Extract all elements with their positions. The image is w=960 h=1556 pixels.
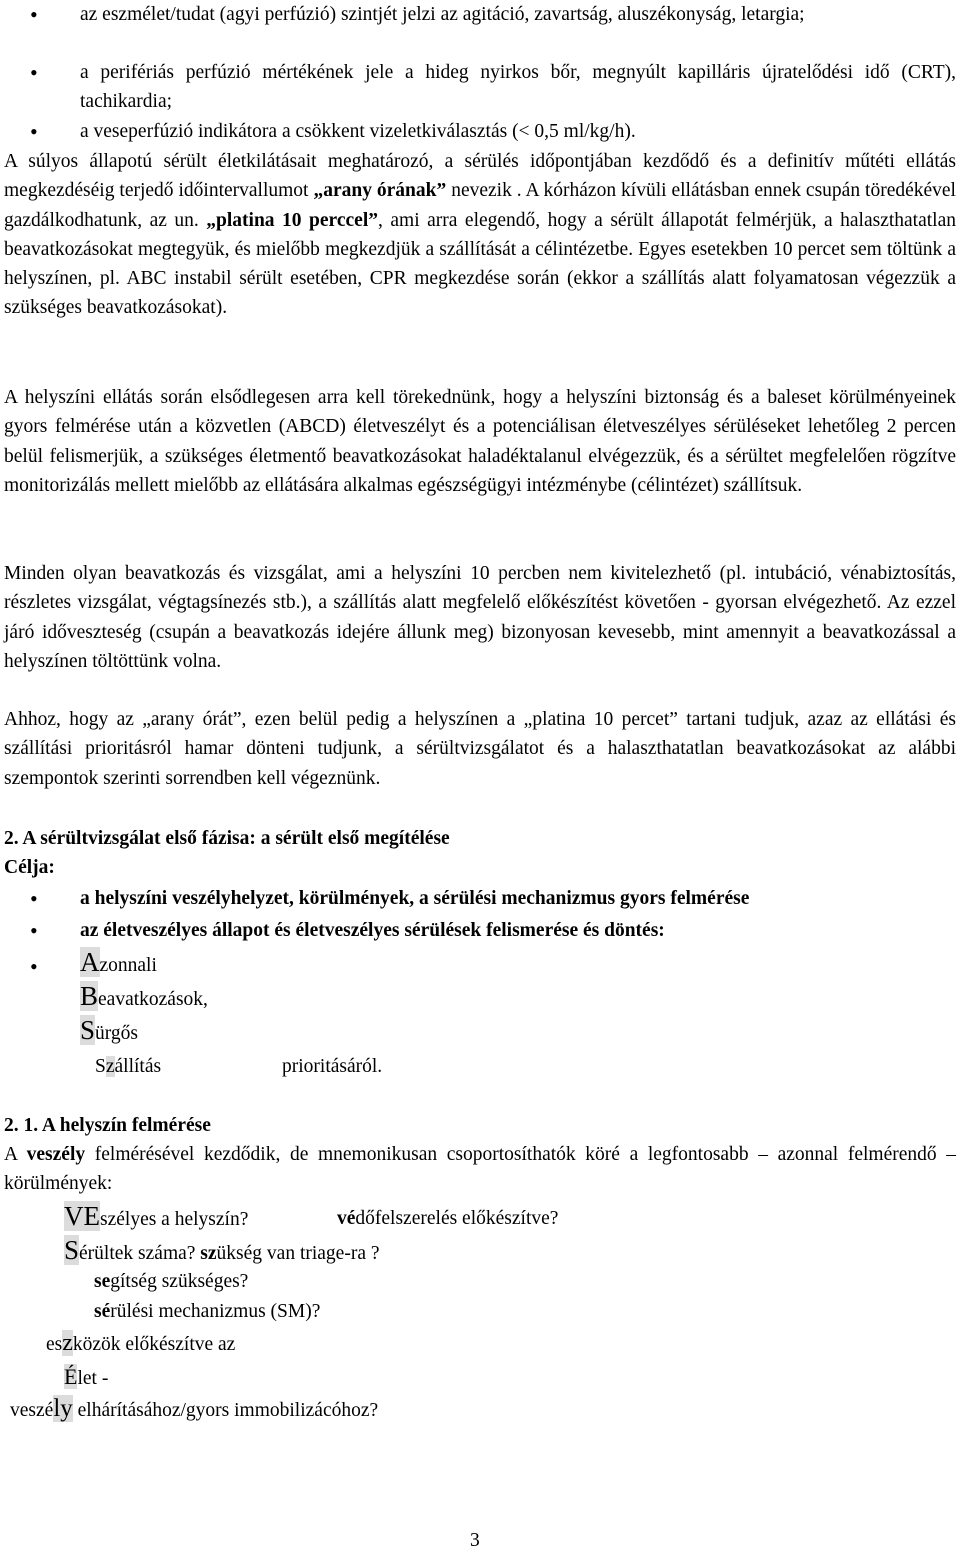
bullet-marker <box>30 920 38 943</box>
mnemonic-line-s <box>64 1236 380 1268</box>
mnemonic-letter: A <box>80 947 100 977</box>
abcs-tail: prioritásáról. <box>282 1056 383 1077</box>
mnemonic-line-ve <box>64 1202 248 1234</box>
mnemonic-bold: se <box>94 1271 111 1292</box>
mnemonic-line-ly <box>10 1394 378 1425</box>
mnemonic-letter: VE <box>64 1201 100 1231</box>
mnemonic-rest: érültek száma? <box>79 1243 196 1264</box>
mnemonic-line-sm <box>94 1297 320 1326</box>
paragraph-hazard-intro <box>4 1140 956 1199</box>
bullet-marker <box>30 888 38 911</box>
mnemonic-rest: szélyes a helyszín? <box>100 1209 249 1230</box>
paragraph-priority: Ahhoz, hogy az „arany órát”, ezen belül pedig a helyszínen a „platina 10 percet” tartani tudjuk, azaz az ellátási és szállítási prioritásról hamar dönteni tudjunk, a sérültvizsgálatot és a halaszthatatlan beavatkozásokat az alábbi szempontok szerinti sorrendben kell végeznünk. <box>4 709 956 789</box>
bullet-marker <box>30 4 38 27</box>
mnemonic-rest: es <box>46 1334 63 1355</box>
mnemonic-letter: ly <box>53 1395 73 1422</box>
mnemonic-letter: B <box>80 981 99 1011</box>
mnemonic-line-ve-secondary <box>337 1204 558 1233</box>
mnemonic-letter: É <box>64 1364 78 1389</box>
bullet-marker <box>30 956 38 979</box>
paragraph-deferred-interventions: Minden olyan beavatkozás és vizsgálat, ami a helyszíni 10 percben nem kivitelezhető (pl. intubáció, vénabiztosítás, részletes vizsgálat, végtagsínezés stb.), a szállítás alatt megfelelő előkészítést követően - gyorsan elvégezhető. Az ezzel járó időveszteség (csupán a beavatkozás idejére állunk meg) bizonyosan kevesebb, mint amennyit a beavatkozással a helyszínen töltöttünk volna. <box>4 563 956 672</box>
paragraph-scene-care: A helyszíni ellátás során elsődlegesen arra kell törekednünk, hogy a helyszíni biztonság és a baleset körülményeinek gyors felmérése után a közvetlen (ABCD) életveszélyt és a potenciálisan életveszélyes sérüléseket lehetőleg 2 percen belül felismerjük, a szükséges életmentő beavatkozásokat haladéktalanul elvégezzük, és a sérültet megfelelően rögzítve monitorizálás mellett mielőbb az ellátására alkalmas egészségügyi intézménybe (célintézet) szállítsuk. <box>4 387 956 496</box>
text-run: A súlyos állapotú sérült életkilátásait meghatározó, a sérülés időpontjában kezdődő és a definitív műtéti ellátás megkezdéséig terjedő időintervallumot <box>4 151 956 202</box>
emphasis-golden-hour: „arany órának” <box>313 180 447 202</box>
bullet-marker <box>30 121 38 144</box>
goal-bullet-life-threat: az életveszélyes állapot és életveszélyes sérülések felismerése és döntés: <box>80 920 665 941</box>
mnemonic-letter-highlight: z <box>105 1056 115 1077</box>
mnemonic-bold: sz <box>200 1243 217 1264</box>
mnemonic-rest: ükség van triage-ra ? <box>216 1243 380 1264</box>
mnemonic-rest: dőfelszerelés előkészítve? <box>355 1208 559 1229</box>
abcs-item-sz <box>95 1052 161 1081</box>
text-run: A <box>4 1144 27 1165</box>
mnemonic-rest: ürgős <box>95 1023 139 1044</box>
mnemonic-rest: rülési mechanizmus (SM)? <box>110 1301 321 1322</box>
paragraph-golden-hour <box>4 147 956 323</box>
mnemonic-rest: eavatkozások, <box>98 989 208 1010</box>
bullet-item-peripheral: a perifériás perfúzió mértékének jele a hideg nyirkos bőr, megnyúlt kapilláris újratelődési idő (CRT), tachikardia; <box>80 62 956 113</box>
mnemonic-line-se <box>94 1267 248 1296</box>
emphasis-hazard: veszély <box>26 1144 86 1165</box>
text-run: , ami arra elegendő, hogy a sérült állapotát felmérjük, a halaszthatatlan beavatkozásokat megtegyük, és mielőbb megkezdjük a szállítását a célintézetbe. Egyes esetekben 10 percet sem töltünk a helyszínen, pl. ABC instabil sérült esetében, CPR megkezdése során (ekkor a szállítás alatt folyamatosan végezzük a szükséges beavatkozásokat). <box>4 209 956 319</box>
mnemonic-rest: let - <box>77 1368 109 1389</box>
goal-bullet-scene: a helyszíni veszélyhelyzet, körülmények, a sérülési mechanizmus gyors felmérése <box>80 888 750 909</box>
mnemonic-rest: elhárításához/gyors immobilizácóhoz? <box>72 1400 379 1421</box>
mnemonic-rest: gítség szükséges? <box>110 1271 249 1292</box>
mnemonic-bold: sé <box>94 1301 111 1322</box>
goal-label: Célja: <box>4 857 55 878</box>
mnemonic-rest: veszé <box>10 1400 54 1421</box>
text-run: felmérésével kezdődik, de mnemonikusan csoportosíthatók köré a legfontosabb – azonnal felmérendő – körülmények: <box>4 1144 956 1195</box>
text-run: nevezik . A kórházon kívüli ellátásban ennek csupán töredékével gazdálkodhatunk, az un. <box>4 180 956 231</box>
mnemonic-line-z <box>46 1329 235 1359</box>
bullet-marker <box>30 62 38 85</box>
section-heading-2-1: 2. 1. A helyszín felmérése <box>4 1115 211 1136</box>
emphasis-platinum-10: „platina 10 perccel” <box>206 209 378 231</box>
mnemonic-rest: állítás <box>114 1056 162 1077</box>
abcs-item-a <box>80 948 157 980</box>
mnemonic-bold: vé <box>337 1208 356 1229</box>
mnemonic-letter: S <box>95 1056 106 1077</box>
mnemonic-line-e <box>64 1362 108 1393</box>
section-heading-2: 2. A sérültvizsgálat első fázisa: a sérült első megítélése <box>4 828 450 849</box>
bullet-item-consciousness: az eszmélet/tudat (agyi perfúzió) szintjét jelzi az agitáció, zavartság, aluszékonyság, letargia; <box>80 4 805 25</box>
page-number: 3 <box>470 1530 480 1551</box>
mnemonic-rest: közök előkészítve az <box>72 1334 236 1355</box>
abcs-item-s <box>80 1016 138 1048</box>
mnemonic-letter: S <box>64 1235 80 1265</box>
bullet-item-renal: a veseperfúzió indikátora a csökkent vizeletkiválasztás (< 0,5 ml/kg/h). <box>80 121 636 142</box>
mnemonic-rest: zonnali <box>99 955 157 976</box>
mnemonic-letter: z <box>62 1330 73 1356</box>
mnemonic-letter: S <box>80 1015 96 1045</box>
abcs-item-b <box>80 982 208 1014</box>
